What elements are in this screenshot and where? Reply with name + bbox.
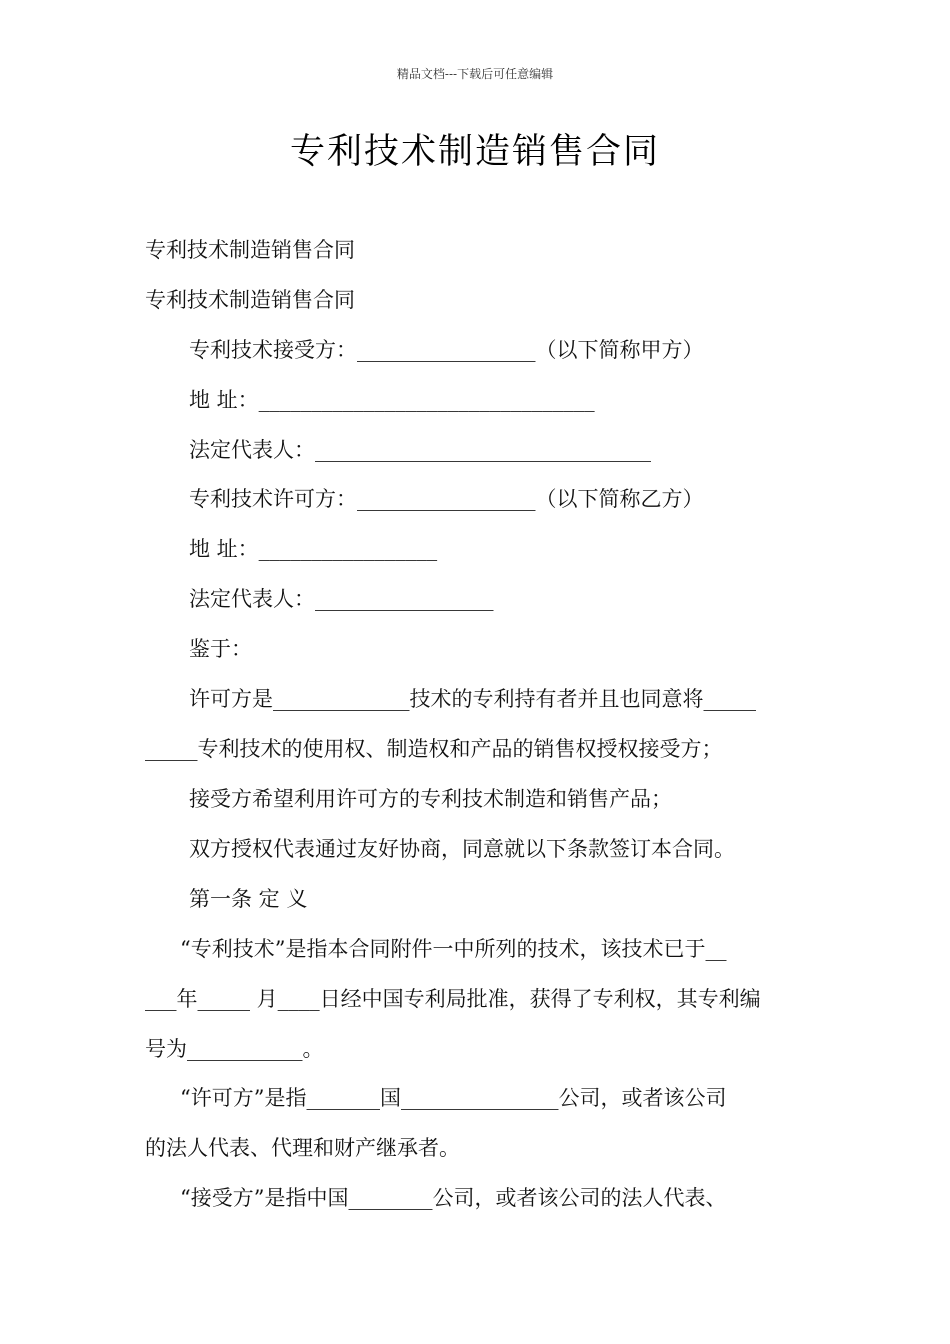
field-licensor: 专利技术许可方：_________________（以下简称乙方）	[189, 487, 704, 511]
whereas-heading: 鉴于：	[189, 637, 252, 661]
whereas-clause-1-continued: _____专利技术的使用权、制造权和产品的销售权授权接受方；	[145, 737, 723, 761]
definition-licensor-continued: 的法人代表、代理和财产继承者。	[145, 1136, 460, 1160]
definition-licensee: “接受方”是指中国________公司，或者该公司的法人代表、	[180, 1186, 727, 1210]
definition-patent-technology-continued: ___年_____ 月____日经中国专利局批准，获得了专利权，其专利编	[145, 987, 761, 1011]
field-licensor-address: 地 址：_________________	[189, 537, 438, 561]
article-1-heading: 第一条 定 义	[189, 887, 308, 911]
whereas-clause-2: 接受方希望利用许可方的专利技术制造和销售产品；	[189, 787, 672, 811]
body-line-subtitle-repeat: 专利技术制造销售合同	[145, 288, 355, 312]
body-line-subtitle: 专利技术制造销售合同	[145, 238, 355, 262]
definition-patent-number: 号为___________。	[145, 1037, 324, 1061]
field-licensee-representative: 法定代表人：________________________________	[189, 438, 651, 462]
definition-patent-technology: “专利技术”是指本合同附件一中所列的技术，该技术已于__	[180, 937, 727, 961]
field-licensee: 专利技术接受方：_________________（以下简称甲方）	[189, 338, 704, 362]
document-title: 专利技术制造销售合同	[289, 132, 660, 172]
page-header-note: 精品文档---下载后可任意编辑	[396, 67, 554, 81]
whereas-clause-1: 许可方是_____________技术的专利持有者并且也同意将_____	[189, 687, 756, 711]
field-licensee-address: 地 址：________________________________	[189, 388, 595, 412]
definition-licensor: “许可方”是指_______国_______________公司，或者该公司	[180, 1086, 727, 1110]
field-licensor-representative: 法定代表人：_________________	[189, 587, 494, 611]
whereas-clause-3: 双方授权代表通过友好协商，同意就以下条款签订本合同。	[189, 837, 735, 861]
